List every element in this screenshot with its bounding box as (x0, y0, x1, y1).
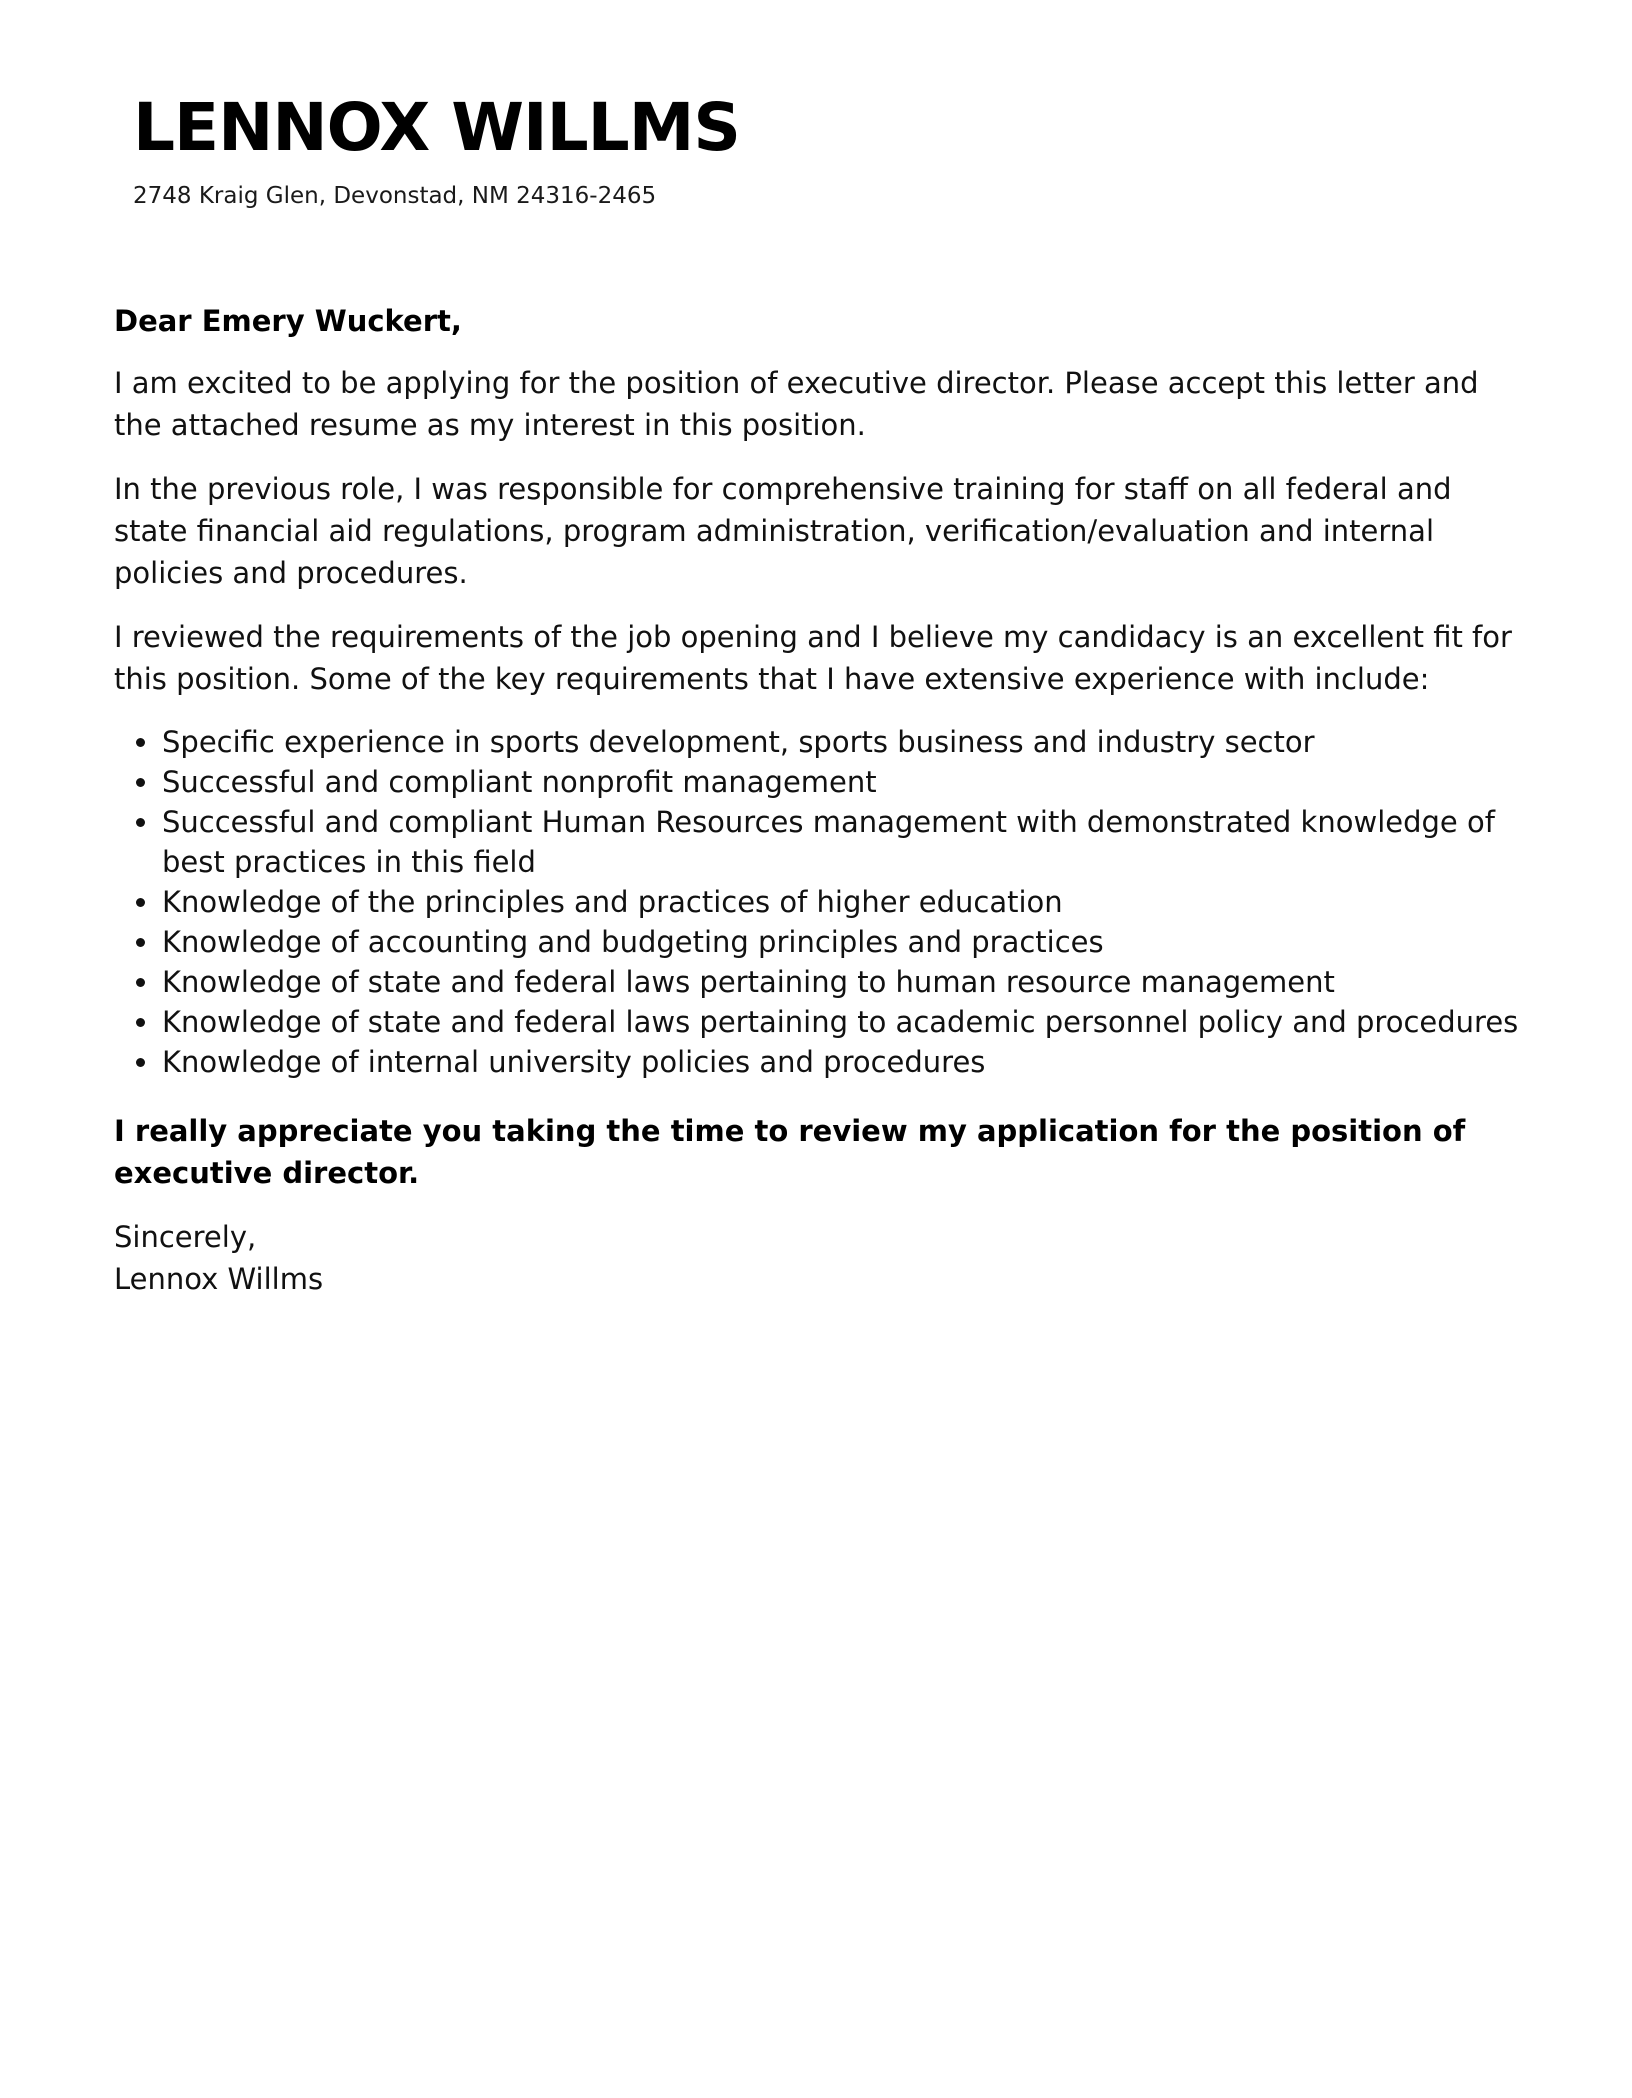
bullet-icon (136, 1058, 145, 1067)
bullet-icon (136, 938, 145, 947)
requirements-list (114, 722, 1524, 1082)
bullet-icon (136, 818, 145, 827)
bullet-icon (136, 778, 145, 787)
requirements-paragraph: I reviewed the requirements of the job opening and I believe my candidacy is an excellent fit for this position. Some of the key requirements that I have extensive experience with include: (114, 620, 1512, 696)
list-item-text: Knowledge of state and federal laws pertaining to human resource management (162, 965, 1335, 999)
closing-statement: I really appreciate you taking the time to review my application for the position of executive director. (114, 1114, 1466, 1190)
list-item-text: Successful and compliant nonprofit management (162, 765, 877, 799)
applicant-name: LENNOX WILLMS (133, 89, 740, 166)
list-item-text: Knowledge of accounting and budgeting principles and practices (162, 925, 1104, 959)
list-item (162, 802, 1524, 882)
list-item-text: Successful and compliant Human Resources management with demonstrated knowledge of best practices in this field (162, 805, 1495, 879)
letter-body (114, 300, 1524, 1300)
bullet-icon (136, 738, 145, 747)
signature-name: Lennox Willms (114, 1262, 324, 1296)
list-item (162, 882, 1524, 922)
list-item (162, 1042, 1524, 1082)
list-item (162, 962, 1524, 1002)
list-item-text: Specific experience in sports development, sports business and industry sector (162, 725, 1315, 759)
bullet-icon (136, 898, 145, 907)
signoff-block (114, 1216, 1524, 1300)
signoff: Sincerely, (114, 1220, 257, 1254)
list-item-text: Knowledge of the principles and practices of higher education (162, 885, 1063, 919)
letter-header (133, 88, 740, 212)
bullet-icon (136, 978, 145, 987)
salutation: Dear Emery Wuckert, (114, 304, 462, 338)
list-item (162, 1002, 1524, 1042)
intro-paragraph: I am excited to be applying for the position of executive director. Please accept this letter and the attached resume as my interest in this position. (114, 366, 1479, 442)
applicant-address: 2748 Kraig Glen, Devonstad, NM 24316-2465 (133, 183, 657, 209)
bullet-icon (136, 1018, 145, 1027)
list-item (162, 922, 1524, 962)
list-item-text: Knowledge of state and federal laws pertaining to academic personnel policy and procedures (162, 1005, 1519, 1039)
list-item (162, 722, 1524, 762)
list-item (162, 762, 1524, 802)
list-item-text: Knowledge of internal university policies and procedures (162, 1045, 986, 1079)
experience-paragraph: In the previous role, I was responsible for comprehensive training for staff on all federal and state financial aid regulations, program administration, verification/evaluation and internal policies and procedures. (114, 472, 1452, 590)
